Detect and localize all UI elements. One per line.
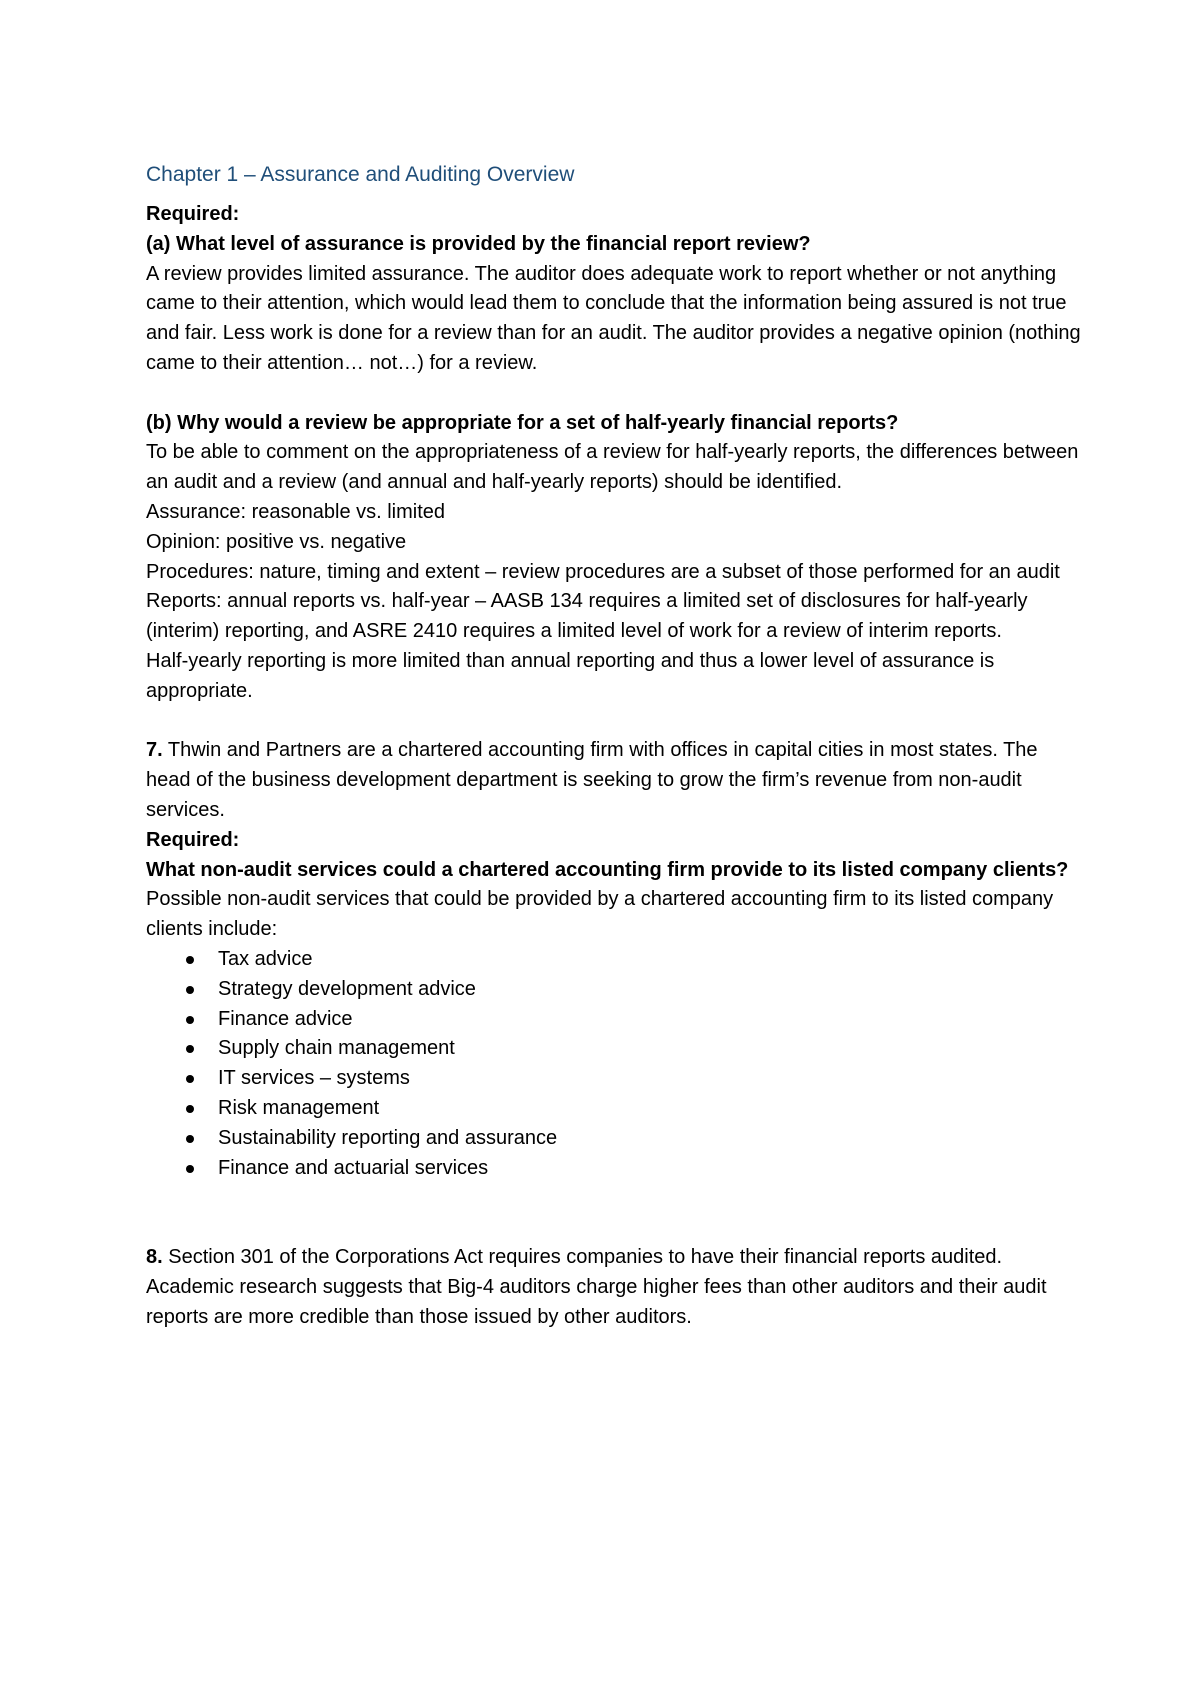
spacer (146, 1183, 1086, 1243)
chapter-title: Chapter 1 – Assurance and Auditing Overview (146, 163, 575, 186)
q8-text: Section 301 of the Corporations Act requires companies to have their financial reports audited. Academic research suggests that Big-4 auditors charge higher fees than other auditors and their audit reports are more credible than those issued by other auditors. (146, 1246, 1047, 1328)
bullet-icon (186, 1105, 194, 1113)
q7-text: Thwin and Partners are a chartered accounting firm with offices in capital cities in most states. The head of the business development department is seeking to grow the firm’s revenue from non-audit services. (146, 739, 1038, 821)
q7-number: 7. (146, 739, 163, 762)
spacer (146, 707, 1086, 737)
bullet-icon (186, 986, 194, 994)
q6a-question: (a) What level of assurance is provided by the financial report review? (146, 232, 811, 255)
list-item (186, 975, 1086, 1005)
q6-required-label: Required: (146, 203, 240, 225)
bullet-icon (186, 1045, 194, 1053)
q6b-procedures: Procedures: nature, timing and extent – review procedures are a subset of those performed for an audit (146, 560, 1060, 583)
q7-question: What non-audit services could a chartered accounting firm provide to its listed company clients? (146, 858, 1069, 881)
list-item-label: Tax advice (218, 947, 313, 970)
list-item (186, 1064, 1086, 1094)
bullet-icon (186, 1016, 194, 1024)
bullet-icon (186, 956, 194, 964)
list-item (186, 1154, 1086, 1184)
list-item-label: Finance advice (218, 1007, 353, 1030)
spacer (146, 379, 1086, 409)
list-item (186, 1005, 1086, 1035)
q6b-assurance: Assurance: reasonable vs. limited (146, 500, 446, 523)
list-item-label: Risk management (218, 1096, 380, 1119)
q6b-question: (b) Why would a review be appropriate for a set of half-yearly financial reports? (146, 411, 899, 434)
q6a-answer: A review provides limited assurance. The auditor does adequate work to report whether or not anything came to their attention, which would lead them to conclude that the information being assured is not true and fair. Less work is done for a review than for an audit. The auditor provides a negative opinion (nothing came to their attention… not…) for a review. (146, 262, 1081, 374)
q8-paragraph (146, 1243, 1086, 1332)
bullet-icon (186, 1075, 194, 1083)
q8-number: 8. (146, 1246, 163, 1269)
list-item-label: Supply chain management (218, 1037, 455, 1060)
q7-required-label: Required: (146, 828, 240, 851)
services-list (146, 945, 1086, 1183)
list-item-label: Finance and actuarial services (218, 1156, 489, 1179)
list-item-label: IT services – systems (218, 1067, 410, 1090)
bullet-icon (186, 1165, 194, 1173)
list-item (186, 1034, 1086, 1064)
q6b-opinion: Opinion: positive vs. negative (146, 530, 407, 553)
bullet-icon (186, 1135, 194, 1143)
list-item (186, 1094, 1086, 1124)
q7-paragraph (146, 736, 1086, 825)
list-item-label: Strategy development advice (218, 977, 476, 1000)
list-item-label: Sustainability reporting and assurance (218, 1126, 558, 1149)
q6b-conclusion: Half-yearly reporting is more limited than annual reporting and thus a lower level of assurance is appropriate. (146, 649, 995, 702)
document-page (146, 160, 1086, 1333)
q6b-reports: Reports: annual reports vs. half-year – AASB 134 requires a limited set of disclosures for half-yearly (interim) reporting, and ASRE 2410 requires a limited level of work for a review of interim reports. (146, 590, 1028, 643)
list-item (186, 1124, 1086, 1154)
q6b-intro: To be able to comment on the appropriateness of a review for half-yearly reports, the differences between an audit and a review (and annual and half-yearly reports) should be identified. (146, 441, 1079, 494)
list-item (186, 945, 1086, 975)
q7-answer-intro: Possible non-audit services that could be provided by a chartered accounting firm to its listed company clients include: (146, 888, 1054, 941)
